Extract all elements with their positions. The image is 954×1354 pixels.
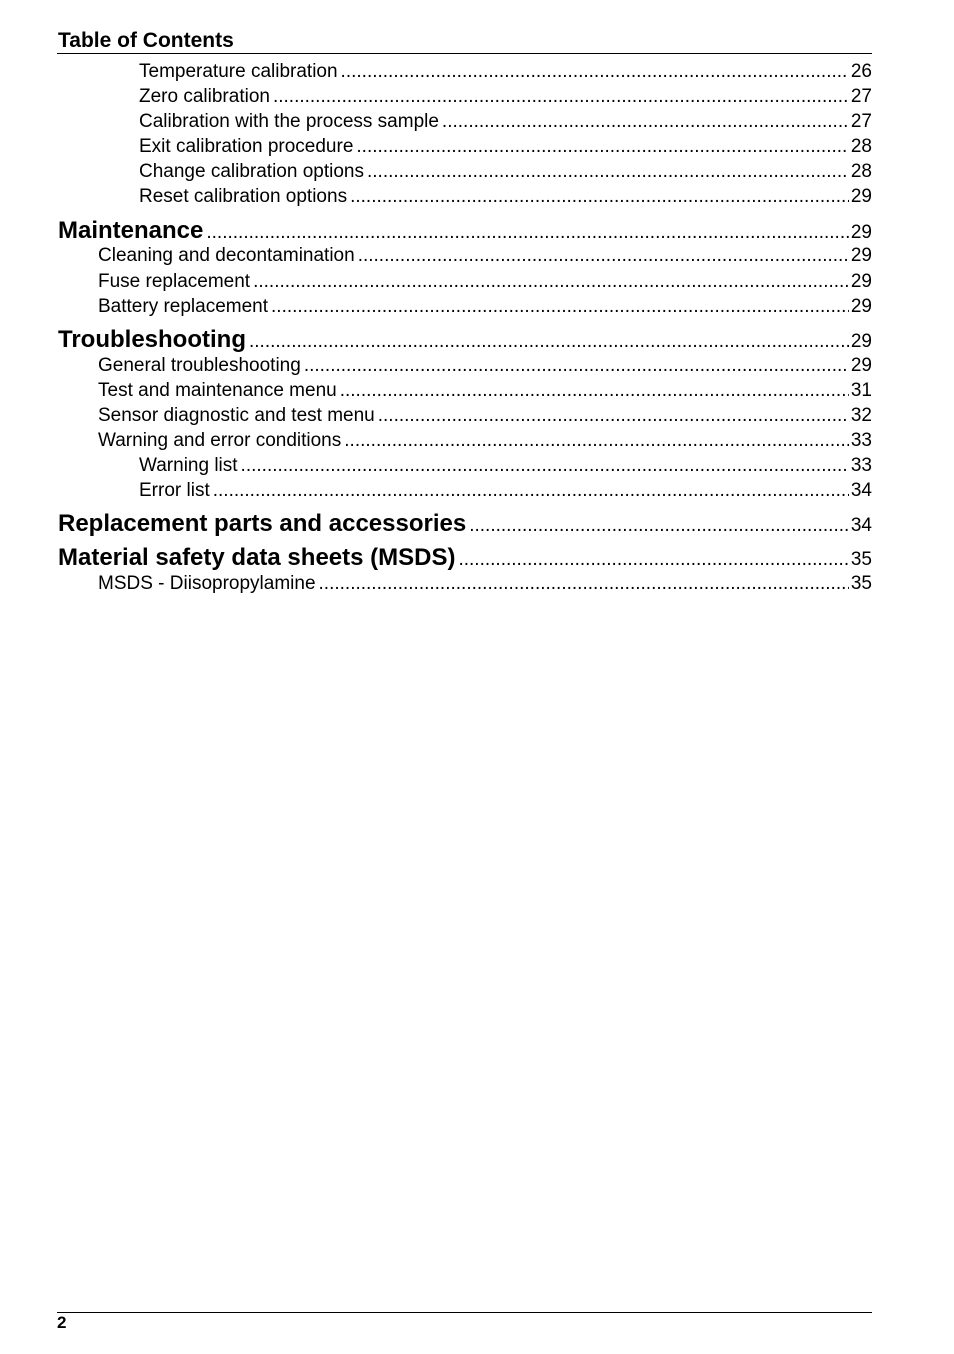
toc-entry[interactable] — [0, 160, 872, 185]
toc-leader — [249, 328, 849, 356]
toc-leader — [340, 379, 849, 403]
toc-section[interactable] — [0, 244, 872, 269]
toc-leader — [356, 135, 848, 159]
toc-section-label: General troubleshooting — [98, 355, 301, 376]
toc-leader — [350, 185, 849, 209]
toc-entry-page: 34 — [850, 480, 872, 501]
toc-chapter-page: 29 — [850, 222, 872, 243]
toc-section-label: Warning and error conditions — [98, 430, 342, 451]
toc-section-label: Sensor diagnostic and test menu — [98, 405, 375, 426]
toc-chapter-page: 35 — [850, 549, 872, 570]
toc-section-page: 29 — [850, 271, 872, 292]
toc-entry[interactable] — [0, 135, 872, 160]
toc-leader — [253, 270, 849, 294]
toc-title: Table of Contents — [58, 29, 234, 52]
toc-entry-label: Calibration with the process sample — [139, 111, 439, 132]
toc-chapter-page: 34 — [850, 515, 872, 536]
toc-entry-page: 26 — [850, 61, 872, 82]
toc-chapter-label: Material safety data sheets (MSDS) — [58, 544, 456, 571]
toc-section-page: 31 — [850, 380, 872, 401]
toc-section-page: 29 — [850, 245, 872, 266]
toc-entry-label: Reset calibration options — [139, 186, 348, 207]
toc-entry[interactable] — [0, 85, 872, 110]
toc-chapter[interactable] — [0, 217, 872, 242]
toc-leader — [358, 244, 849, 268]
toc-section-label: Cleaning and decontamination — [98, 245, 355, 266]
toc-chapter[interactable] — [0, 544, 872, 569]
toc-section[interactable] — [0, 572, 872, 597]
toc-section-page: 35 — [850, 573, 872, 594]
toc-chapter-label: Troubleshooting — [58, 326, 246, 353]
page-number: 2 — [57, 1313, 67, 1332]
toc-leader — [319, 572, 849, 596]
toc-entry-page: 28 — [850, 161, 872, 182]
toc-leader — [378, 404, 849, 428]
toc-leader — [367, 160, 849, 184]
toc-leader — [304, 354, 849, 378]
toc-entry[interactable] — [0, 479, 872, 504]
toc-section[interactable] — [0, 295, 872, 320]
toc-section-label: Test and maintenance menu — [98, 380, 337, 401]
toc-section-page: 32 — [850, 405, 872, 426]
toc-entry-page: 29 — [850, 186, 872, 207]
toc-section[interactable] — [0, 354, 872, 379]
toc-entry[interactable] — [0, 60, 872, 85]
toc-leader — [344, 429, 849, 453]
toc-entry-label: Warning list — [139, 455, 238, 476]
toc-chapter-label: Maintenance — [58, 217, 204, 244]
toc-entry[interactable] — [0, 110, 872, 135]
footer-divider — [57, 1312, 872, 1313]
toc-section-label: Fuse replacement — [98, 271, 251, 292]
header-divider — [57, 53, 872, 54]
toc-section-label: Battery replacement — [98, 296, 269, 317]
toc-entry-label: Error list — [139, 480, 210, 501]
toc-entry-label: Temperature calibration — [139, 61, 338, 82]
toc-entry-label: Exit calibration procedure — [139, 136, 354, 157]
toc-leader — [273, 85, 849, 109]
toc-chapter[interactable] — [0, 326, 872, 351]
toc-leader — [206, 219, 848, 247]
toc-entry[interactable] — [0, 185, 872, 210]
toc-section-label: MSDS - Diisopropylamine — [98, 573, 316, 594]
toc-section[interactable] — [0, 404, 872, 429]
toc-entry-page: 27 — [850, 111, 872, 132]
toc-leader — [241, 454, 849, 478]
toc-entry[interactable] — [0, 454, 872, 479]
toc-leader — [469, 512, 849, 540]
toc-section-page: 33 — [850, 430, 872, 451]
toc-section[interactable] — [0, 429, 872, 454]
toc-entry-page: 28 — [850, 136, 872, 157]
toc-leader — [341, 60, 849, 84]
toc-chapter-page: 29 — [850, 331, 872, 352]
toc-section[interactable] — [0, 270, 872, 295]
toc-leader — [442, 110, 849, 134]
toc-leader — [213, 479, 849, 503]
toc-leader — [458, 546, 848, 574]
toc-entry-page: 27 — [850, 86, 872, 107]
toc-entry-label: Change calibration options — [139, 161, 364, 182]
toc-section-page: 29 — [850, 355, 872, 376]
toc-section-page: 29 — [850, 296, 872, 317]
toc-entry-page: 33 — [850, 455, 872, 476]
toc-leader — [271, 295, 849, 319]
toc-chapter-label: Replacement parts and accessories — [58, 510, 467, 537]
toc-chapter[interactable] — [0, 510, 872, 535]
toc-section[interactable] — [0, 379, 872, 404]
toc-entry-label: Zero calibration — [139, 86, 270, 107]
